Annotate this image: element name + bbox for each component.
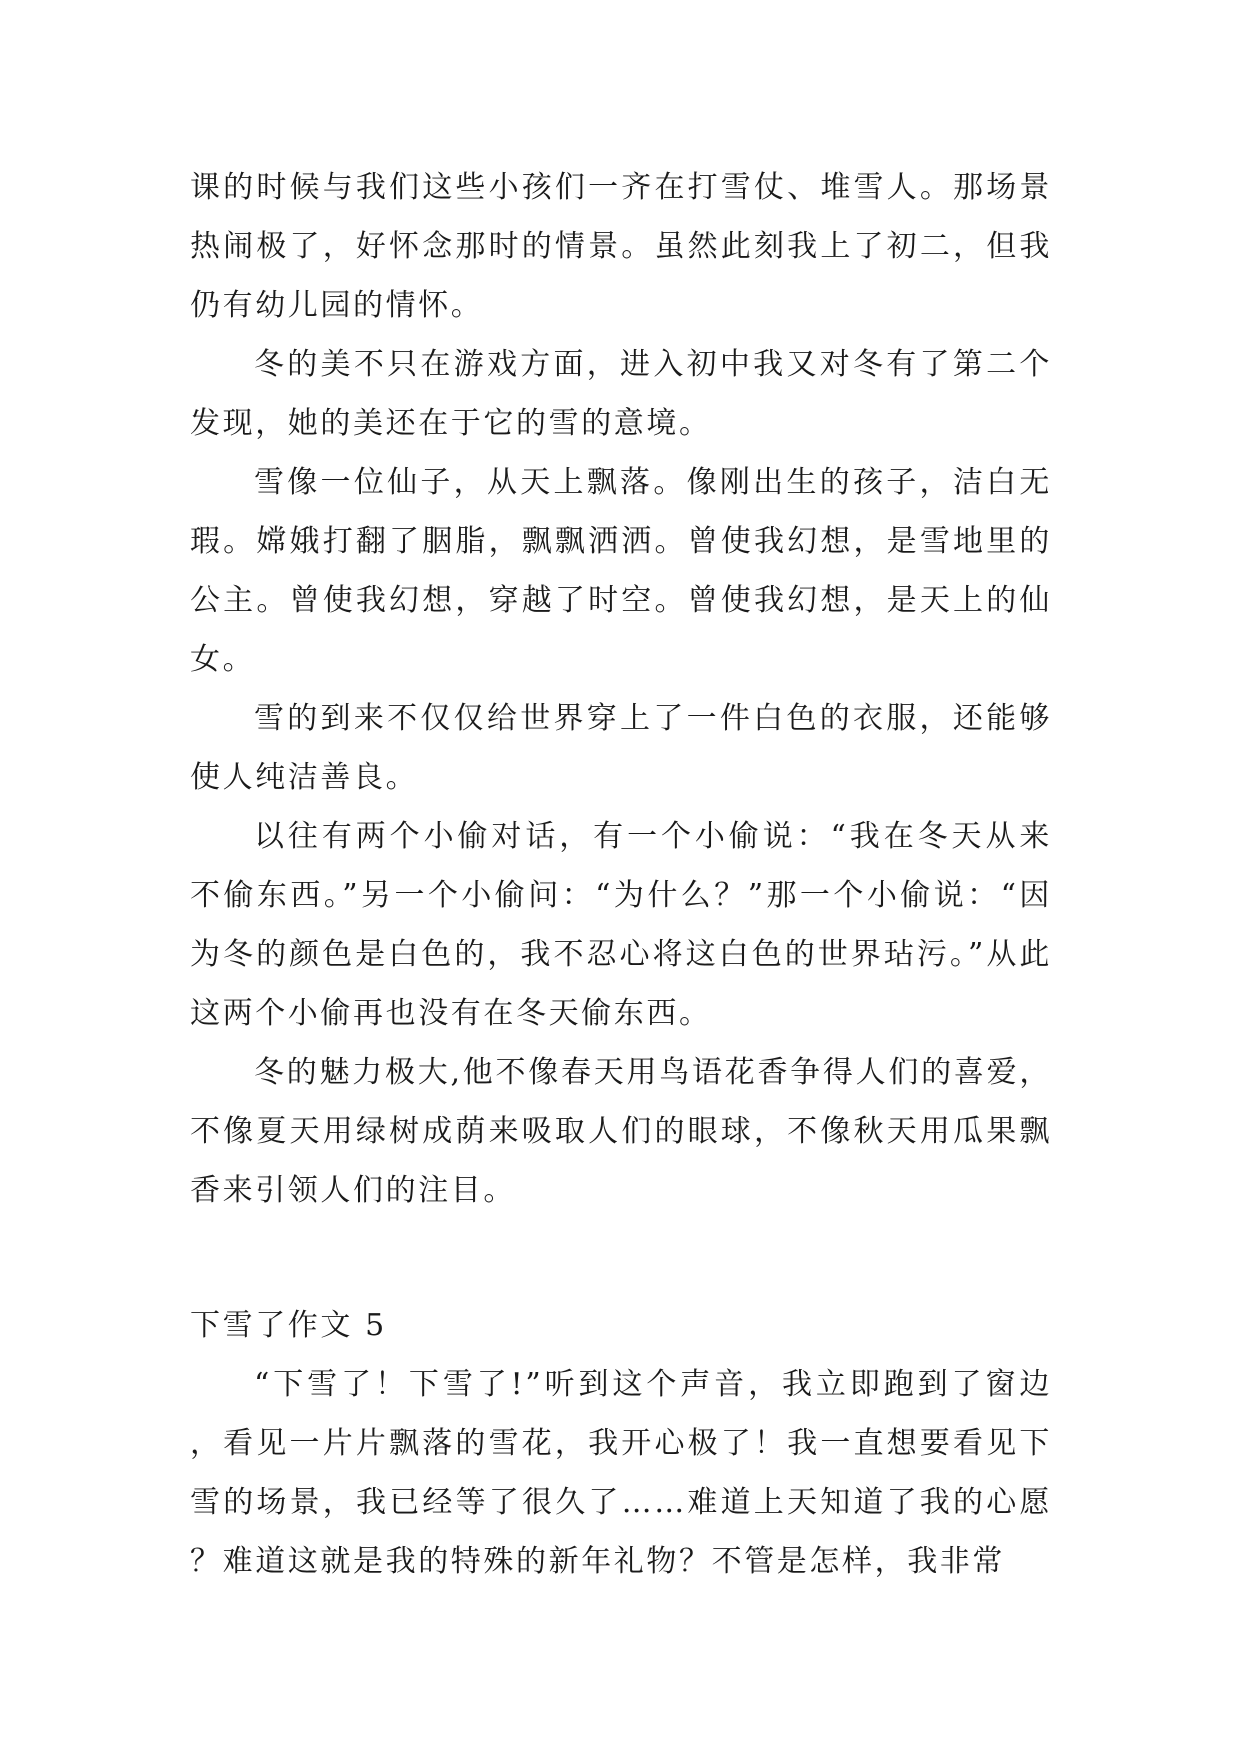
paragraph: “下雪了！下雪了!”听到这个声音，我立即跑到了窗边，看见一片片飘落的雪花，我开心极了！我一直想要看见下雪的场景，我已经等了很久了……难道上天知道了我的心愿？难道这就是我的特殊的新年礼物？不管是怎样，我非常: [190, 1367, 1052, 1579]
paragraph: 冬的美不只在游戏方面，进入初中我又对冬有了第二个发现，她的美还在于它的雪的意境。: [190, 347, 1052, 441]
paragraph: 以往有两个小偷对话，有一个小偷说：“我在冬天从来不偷东西。”另一个小偷问：“为什么？”那一个小偷说：“因为冬的颜色是白色的，我不忍心将这白色的世界玷污。”从此这两个小偷再也没有在冬天偷东西。: [190, 819, 1052, 1031]
paragraph: 冬的魅力极大,他不像春天用鸟语花香争得人们的喜爱，不像夏天用绿树成荫来吸取人们的眼球，不像秋天用瓜果飘香来引领人们的注目。: [190, 1055, 1052, 1208]
section-title: 下雪了作文 5: [190, 1308, 387, 1343]
paragraph: 雪像一位仙子，从天上飘落。像刚出生的孩子，洁白无瑕。嫦娥打翻了胭脂，飘飘洒洒。曾使我幻想，是雪地里的公主。曾使我幻想，穿越了时空。曾使我幻想，是天上的仙女。: [190, 465, 1052, 677]
paragraph: 雪的到来不仅仅给世界穿上了一件白色的衣服，还能够使人纯洁善良。: [190, 701, 1052, 795]
paragraph-continuation: 课的时候与我们这些小孩们一齐在打雪仗、堆雪人。那场景热闹极了，好怀念那时的情景。虽然此刻我上了初二，但我仍有幼儿园的情怀。: [190, 170, 1052, 323]
document-page: [190, 158, 1052, 1591]
